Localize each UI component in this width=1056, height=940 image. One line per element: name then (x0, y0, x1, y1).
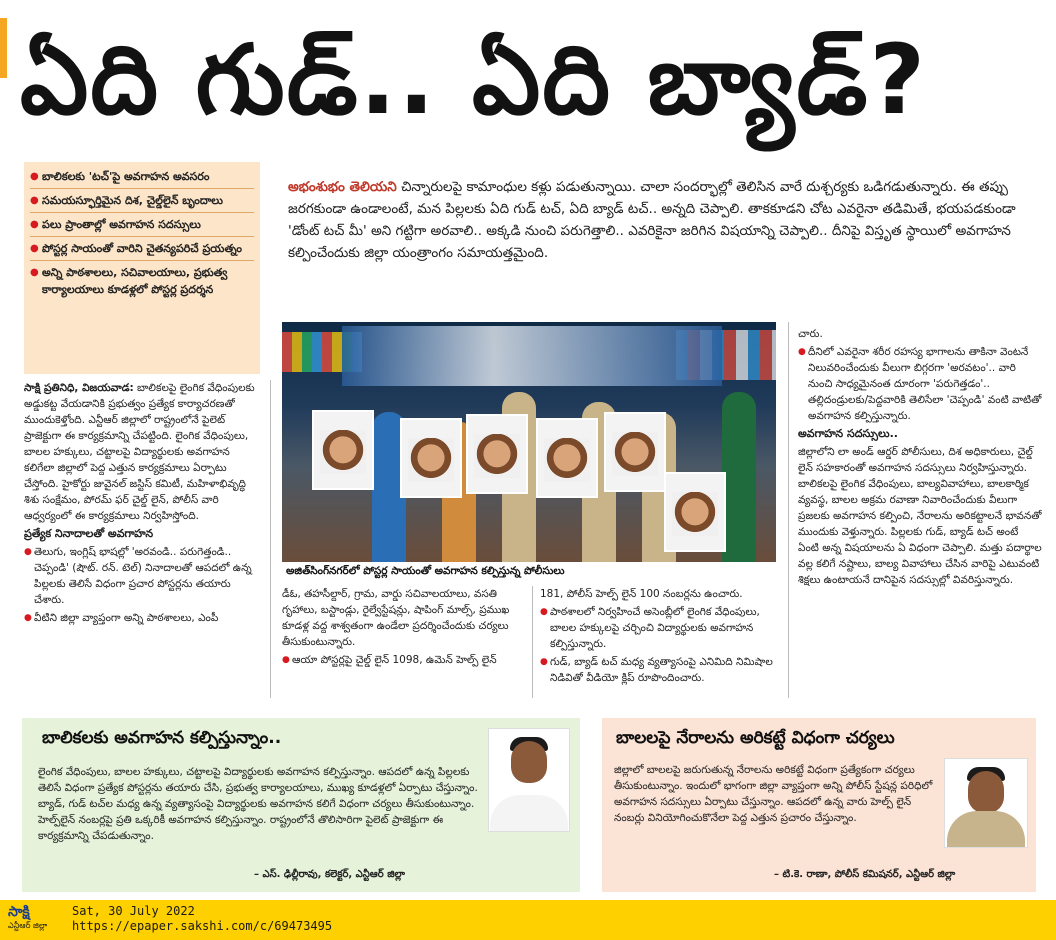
logo-edition: ఎన్టీఆర్ జిల్లా (8, 921, 48, 930)
awareness-poster (664, 472, 726, 552)
photo-caption: అజిత్‌సింగ్‌నగర్‌లో పోస్టర్ల సాయంతో అవగాహన కల్పిస్తున్న పోలీసులు (286, 565, 565, 577)
awareness-poster (604, 412, 666, 492)
quote-box-title: బాలలపై నేరాలను అరికట్టే విధంగా చర్యలు (616, 728, 895, 748)
collector-quote-box (22, 718, 580, 892)
logo-brand: సాక్షి (8, 904, 30, 920)
portrait-uniform (947, 811, 1025, 847)
column-rule (532, 586, 533, 698)
source-url[interactable]: https://epaper.sakshi.com/c/69473495 (72, 919, 333, 933)
article-column-3 (540, 586, 776, 698)
body-text: చారు. (798, 328, 823, 340)
collector-portrait (488, 728, 570, 832)
footer-info (72, 904, 332, 934)
bullet-text: ● తెలుగు, ఇంగ్లిష్ భాషల్లో 'అరవండి.. పరుగెత్తండి.. చెప్పండి' (షౌట్. రన్. టెల్) నినాదాలతో ఆపదలో ఉన్న పిల్లలకు తెలిసే విధంగా ప్రచార పోస్టర్లను తయారు చేశారు. (24, 544, 260, 608)
body-text: డీఓ, తహసీల్దార్, గ్రామ, వార్డు సచివాలయాలు, వసతి గృహాలు, బస్టాండ్లు, రైల్వేస్టేషన్లు, షాపింగ్ మాల్స్, ప్రముఖ కూడళ్ల వద్ద శాశ్వతంగా ఉండేలా ప్రదర్శించేందుకు చర్యలు తీసుకుంటున్నారు. (282, 588, 510, 648)
awareness-poster (312, 410, 374, 490)
intro-text: చిన్నారులపై కామాంధుల కళ్లు పడుతున్నాయి. చాలా సందర్భాల్లో తెలిసిన వారే దుశ్చర్యకు ఒడిగడుతున్నారు. ఈ తప్పు జరగకుండా ఉండాలంటే, మన పిల్లలకు ఏది గుడ్ టచ్, ఏది బ్యాడ్ టచ్.. అన్నది చెప్పాలి. తాకకూడని చోట ఎవరైనా తడిమితే, భయపడకుండా 'డోంట్ టచ్ మీ' అని గట్టిగా అరవాలి.. అక్కడి నుంచి పరుగెత్తాలి.. ఎవరికైనా జరిగిన విషయాన్ని చెప్పాలి.. దీనిపై విస్తృత స్థాయిలో అవగాహన కల్పించేందుకు జిల్లా యంత్రాంగం సమాయత్తమైంది. (288, 179, 1016, 261)
article-column-2 (282, 586, 528, 698)
commissioner-portrait (944, 758, 1028, 848)
portrait-face (968, 771, 1004, 813)
quote-box-credit: – ఎస్. ఢిల్లీరావు, కలెక్టర్, ఎన్టీఆర్ జిల్లా (254, 869, 405, 880)
event-photo (282, 322, 776, 562)
awareness-poster (536, 418, 598, 498)
column-rule (788, 322, 789, 698)
highlights-box (24, 162, 260, 374)
article-column-1 (24, 380, 260, 698)
intro-paragraph (278, 176, 1040, 308)
page-edge-marker (0, 18, 7, 78)
highlight-item: ● బాలికలకు 'టచ్'పై అవగాహన అవసరం (30, 168, 254, 185)
subheading: ప్రత్యేక నినాదాలతో అవగాహన (24, 527, 154, 540)
stage-banner (342, 326, 722, 386)
divider (30, 212, 254, 213)
body-text: బాలికలపై లైంగిక వేధింపులకు అడ్డుకట్ట వేయడానికి ప్రభుత్వం ప్రత్యేక కార్యాచరణతో ముందుకెళ్తోంది. ఎన్టీఆర్ జిల్లాలో రాష్ట్రంలోనే పైలెట్ ప్రాజెక్టుగా ఈ కార్యక్రమాన్ని చేపట్టింది. లైంగిక వేధింపులు, బాలల హక్కులు, చట్టాలపై విద్యార్థులకు అవగాహన కలిగేలా జిల్లాలో పెద్ద ఎత్తున కార్యక్రమాలు ఏర్పాటు చేస్తోంది. హైకోర్టు జువైనల్ జస్టిస్ కమిటీ, మహిళాభివృద్ధి శిశు సంక్షేమం, పోరమ్ ఫర్ చైల్డ్ లైన్, పోలీస్ వారి ఆధ్వర్యంలో ఈ కార్యక్రమాలు నిర్వహిస్తోంది. (24, 382, 255, 522)
body-text: జిల్లాలోని లా అండ్ ఆర్డర్ పోలీసులు, దిశ అధికారులు, చైల్డ్ లైన్ సహకారంతో అవగాహన సదస్సులు నిర్వహిస్తున్నారు. బాలికలపై లైంగిక వేధింపులు, బాల్యవివాహాలు, బాలకార్మిక వ్యవస్థ, బాలల అక్రమ రవాణా నివారించేందుకు వీలుగా ప్రజలకు అవగాహన కల్పించి, నేరాలను అరికట్టాలనే భావనతో ముందుకు వెళ్తున్నారు. పిల్లలకు గుడ్, బ్యాడ్ టచ్ అంటే ఏంటి అన్న విషయాలను ఏ విధంగా చెప్పాలి. మత్తు పదార్థాల వల్ల కలిగే నష్టాలు, బాల్య వివాహాలు చేసిన వారిపై ఎటువంటి శిక్షలు ఉంటాయనే దానిపైన సదస్సుల్లో వివరిస్తున్నారు. (798, 446, 1042, 586)
awareness-poster (400, 418, 462, 498)
column-rule (270, 380, 271, 698)
quote-box-credit: – టి.కె. రాణా, పోలీస్ కమిషనర్, ఎన్టీఆర్ జిల్లా (774, 869, 956, 880)
highlight-item: ● పోస్టర్ల సాయంతో వారిని చైతన్యపరిచే ప్రయత్నం (30, 240, 254, 257)
bullet-text: ● ఆయా పోస్టర్లపై చైల్డ్ లైన్ 1098, ఉమెన్ హెల్ప్ లైన్ (282, 652, 528, 668)
headline: ఏది గుడ్.. ఏది బ్యాడ్? (20, 24, 928, 136)
quote-box-title: బాలికలకు అవగాహన కల్పిస్తున్నాం.. (42, 728, 282, 748)
portrait-shirt (490, 795, 568, 831)
bullet-text: ● పాఠశాలలో నిర్వహించే అసెంబ్లీలో లైంగిక వేధింపులు, బాలల హక్కులపై చర్చించి విద్యార్థులకు అవగాహన కల్పిస్తున్నారు. (540, 604, 776, 652)
bullet-text: ● దీనిలో ఎవరైనా శరీర రహస్య భాగాలను తాకినా వెంటనే నిలువరించేందుకు వీలుగా బిగ్గరగా 'అరవటం'.. వారి నుంచి సాధ్యమైనంత దూరంగా 'పరుగెత్తడం'.. తల్లిదండ్రులకు/పెద్దవారికి తెలిసేలా 'చెప్పండి' వంటి వాటితో అవగాహన కల్పిస్తున్నారు. (798, 344, 1042, 424)
intro-lead: అభంశుభం తెలియని (288, 179, 397, 195)
highlight-item: ● అన్ని పాఠశాలలు, సచివాలయాలు, ప్రభుత్వ కార్యాలయాలు కూడళ్లలో పోస్టర్ల ప్రదర్శన (30, 264, 254, 298)
bullet-text: ● గుడ్, బ్యాడ్ టచ్ మధ్య వ్యత్యాసంపై ఎనిమిది నిమిషాల నిడివితో వీడియో క్లిప్ రూపొందించారు. (540, 654, 776, 686)
highlight-item: ● పలు ప్రాంతాల్లో అవగాహన సదస్సులు (30, 216, 254, 233)
awareness-poster (466, 414, 528, 494)
bullet-text: ● వీటిని జిల్లా వ్యాప్తంగా అన్ని పాఠశాలలు, ఎంపీ (24, 610, 260, 626)
divider (30, 236, 254, 237)
article-column-4 (798, 326, 1042, 698)
body-text: 181, పోలీస్ హెల్ప్ లైన్ 100 నంబర్లను ఉంచారు. (540, 588, 743, 600)
portrait-face (511, 741, 547, 783)
person-figure (722, 392, 756, 562)
divider (30, 260, 254, 261)
highlight-item: ● సమయస్ఫూర్తిమైన దిశ, చైల్డ్‌లైన్ బృందాలు (30, 192, 254, 209)
quote-box-body: జిల్లాలో బాలలపై జరుగుతున్న నేరాలను అరికట్టే విధంగా ప్రత్యేకంగా చర్యలు తీసుకుంటున్నాం. ఇందులో భాగంగా జిల్లా వ్యాప్తంగా అన్ని పోలీస్ స్టేషన్ల పరిధిలో అవగాహన సదస్సులు ఏర్పాటు చేస్తున్నాం. ఆపదలో ఉన్న వారు హెల్ప్ లైన్ నంబర్లు వినియోగించుకొనేలా పెద్ద ఎత్తున ప్రచారం చేస్తున్నాం. (614, 764, 933, 824)
divider (30, 188, 254, 189)
quote-box-body: లైంగిక వేధింపులు, బాలల హక్కులు, చట్టాలపై విద్యార్థులకు అవగాహన కల్పిస్తున్నాం. ఆపదలో ఉన్న పిల్లలకు తెలిసే విధంగా ప్రత్యేక పోస్టర్లను తయారు చేసి, ప్రభుత్వ కార్యాలయాలు, ముఖ్య కూడళ్లలో ఏర్పాటు చేస్తున్నాం. బ్యాడ్, గుడ్ టచ్‌ల మధ్య ఉన్న వ్యత్యాసంపై విద్యార్థులకు అవగాహన కలిగే విధంగా చర్యలు తీసుకుంటున్నాం. హెల్ప్‌లైన్ నంబర్లపై ప్రతి ఒక్కరికీ అవగాహన కల్పిస్తున్నాం. రాష్ట్రంలోనే తొలిసారిగా పైలెట్ ప్రాజెక్టుగా ఈ కార్యక్రమాన్ని చేపడుతున్నాం. (38, 766, 478, 842)
subheading: అవగాహన సదస్సులు.. (798, 427, 898, 440)
commissioner-quote-box (602, 718, 1036, 892)
sakshi-logo (8, 904, 64, 936)
publication-date: Sat, 30 July 2022 (72, 904, 195, 918)
byline: సాక్షి ప్రతినిధి, విజయవాడ: (24, 382, 134, 394)
